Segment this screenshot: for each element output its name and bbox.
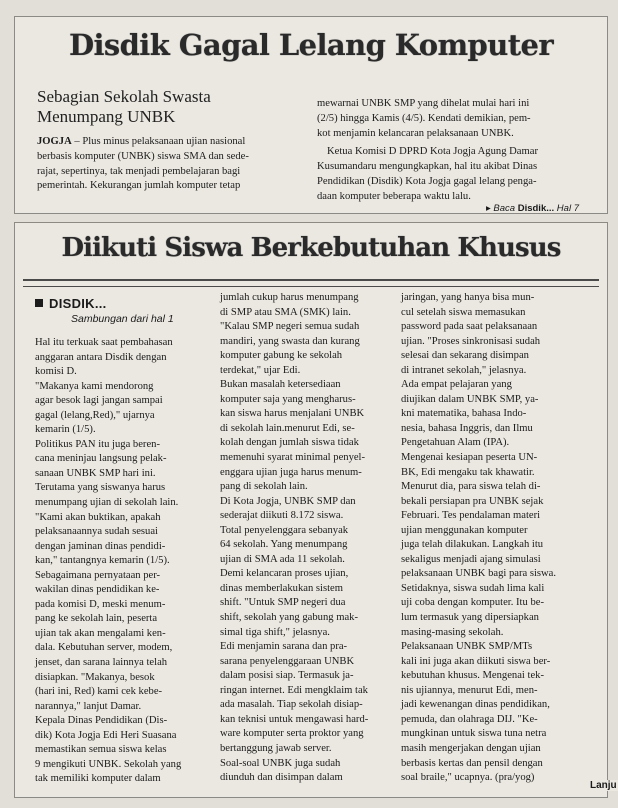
text-line: kolah dengan jumlah siswa tidak	[220, 437, 359, 449]
text-line: kni matematika, bahasa Indo-	[401, 408, 527, 420]
text-line: sederajat diikuti 8.172 siswa.	[220, 510, 344, 522]
text-line: nesia, bahasa Inggris, dan Ilmu	[401, 422, 533, 434]
main-article-clipping	[14, 222, 608, 798]
text-line: selesai dan sekarang disimpan	[401, 350, 529, 362]
text-line: Di Kota Jogja, UNBK SMP dan	[220, 495, 356, 507]
text-line: pelaksanaan UNBK bagi para siswa.	[401, 568, 557, 580]
text-line: (hari ini, Red) kami cek kebe-	[35, 686, 163, 698]
text-line: anggaran antara Disdik dengan	[35, 351, 167, 363]
text-line: Februari. Tes pendalaman materi	[401, 510, 541, 522]
text-line: narannya," lanjut Damar.	[35, 700, 142, 712]
continued-reference: ▸ Baca Disdik... Hal 7	[486, 203, 579, 214]
text-line: "Kami akan buktikan, apakah	[35, 511, 161, 523]
text-line: ada masalah. Tiap sekolah disiap-	[220, 699, 363, 711]
text-line: dalam posisi siap. Termasuk ja-	[220, 670, 354, 682]
text-line: komisi D.	[35, 366, 77, 378]
text-line: enggara ujian juga harus menum-	[220, 466, 362, 478]
text-line: jaringan, yang hanya bisa mun-	[401, 292, 535, 303]
text-line: mewarnai UNBK SMP yang dihelat mulai hari ini	[317, 98, 530, 109]
text-line: komputer gabung ke sekolah	[220, 350, 343, 362]
text-line: Pengetahuan Alam (IPA).	[401, 437, 510, 449]
text-line: ujian menggunakan komputer	[401, 524, 528, 536]
text-line: juga telah dilakukan. Langkah itu	[401, 539, 544, 551]
text-line: wakilan dinas pendidikan ke-	[35, 584, 160, 596]
text-line: jadi kewenangan dinas pendidikan,	[401, 699, 550, 711]
kicker: DISDIK...	[35, 296, 107, 311]
text-line: ujian. "Proses sinkronisasi sudah	[401, 335, 541, 347]
text-line: di intranet sekolah," jelasnya.	[401, 364, 527, 376]
text-line: dala. Kebutuhan server, modem,	[35, 642, 173, 654]
text-line: kan siswa harus menjalani UNBK	[220, 408, 365, 420]
text-line: Soal-soal UNBK juga sudah	[220, 757, 341, 769]
text-line: pada komisi D, meski menum-	[35, 598, 166, 610]
text-line: Total penyelenggara sebanyak	[220, 524, 349, 536]
text-line: Ketua Komisi D DPRD Kota Jogja Agung Damar	[327, 146, 538, 158]
text-line: Hal itu terkuak saat pembahasan	[35, 337, 173, 348]
text-line: diunduh dan disimpan dalam	[220, 772, 343, 784]
continuation-label: Lanju	[590, 780, 617, 791]
text-line: sanaan UNBK SMP hari ini.	[35, 467, 156, 479]
text-line: 64 sekolah. Yang menumpang	[220, 539, 348, 551]
text-line: ware komputer serta proktor yang	[220, 728, 364, 740]
text-line: Terutama yang siswanya harus	[35, 482, 166, 494]
text-line: memastikan semua siswa kelas	[35, 744, 167, 756]
text-line: soal braile," ucapnya. (pra/yog)	[401, 772, 535, 784]
text-line: pelaksanaannya sudah sesuai	[35, 526, 158, 538]
text-line: sarana penyelenggaraan UNBK	[220, 655, 355, 667]
text-line: shift. "Untuk SMP negeri dua	[220, 597, 346, 609]
top-left-column	[37, 135, 249, 194]
text-line: cul setelah siswa memasukan	[401, 306, 526, 318]
text-line: kan," tantangnya kemarin (1/5).	[35, 555, 170, 567]
text-line: masih mengerjakan dengan ujian	[401, 742, 541, 754]
text-line: pemerintah. Kekurangan jumlah komputer tetap	[37, 180, 241, 192]
text-line: komputer saja yang mengharus-	[220, 393, 356, 405]
text-line: Politikus PAN itu juga beren-	[35, 438, 160, 450]
text-line: di SMP atau SMA (SMK) lain.	[220, 306, 351, 318]
text-line: ujian tak akan mengalami ken-	[35, 627, 166, 639]
text-line: Mengenai kesiapan peserta UN-	[401, 452, 538, 464]
text-line: bertanggung jawab server.	[220, 742, 332, 754]
text-line: pang di sekolah lain.	[220, 481, 308, 493]
text-line: (2/5) hingga Kamis (4/5). Kendati demikian, pem-	[317, 112, 531, 124]
text-line: kebutuhan khusus. Mengenai tek-	[401, 670, 544, 682]
text-line: agar besok lagi jangan sampai	[35, 395, 163, 407]
text-line: password pada saat pelaksanaan	[401, 321, 538, 333]
text-line: shift, sekolah yang gabung mak-	[220, 612, 358, 624]
text-line: berbasis komputer (UNBK) siswa SMA dan sede-	[37, 150, 249, 162]
text-line: "Makanya kami mendorong	[35, 380, 154, 392]
text-line: simal tiga shift," jelasnya.	[220, 626, 330, 638]
text-line: daan komputer beberapa waktu lalu.	[317, 190, 471, 202]
text-line: kemarin (1/5).	[35, 424, 96, 436]
text-line: Demi kelancaran proses ujian,	[220, 568, 349, 580]
text-line: lum termasuk yang dipersiapkan	[401, 612, 539, 624]
text-line: jumlah cukup harus menumpang	[220, 292, 359, 303]
text-line: kali ini juga akan diikuti siswa ber-	[401, 655, 551, 667]
text-line: 9 mengikuti UNBK. Sekolah yang	[35, 758, 182, 770]
text-line: BK, Edi mengaku tak khawatir.	[401, 466, 535, 478]
text-line: gagal (lelang,Red)," ujarnya	[35, 409, 155, 421]
text-line: "Kalau SMP negeri semua sudah	[220, 321, 360, 333]
column-1	[35, 336, 181, 787]
top-article-clipping	[14, 16, 608, 214]
text-line: jenset, dan sarana lainnya telah	[35, 657, 168, 669]
divider	[23, 286, 599, 287]
text-line: Kusumandaru mengungkapkan, hal itu akibat Dinas	[317, 161, 538, 173]
text-line: ujian di SMA ada 11 sekolah.	[220, 553, 345, 565]
text-line: Pendidikan (Disdik) Kota Jogja gagal lelang penga-	[317, 175, 537, 187]
text-line: mungkinan untuk siswa tuna netra	[401, 728, 547, 740]
text-line: Pelaksanaan UNBK SMP/MTs	[401, 641, 533, 653]
text-line: terdekat," ujar Edi.	[220, 364, 301, 376]
text-line: pang ke sekolah lain, peserta	[35, 613, 158, 625]
top-right-column	[317, 97, 538, 205]
text-line: diujikan dalam UNBK SMP, ya-	[401, 393, 539, 405]
text-line: Edi menjamin sarana dan pra-	[220, 641, 348, 653]
top-subhead-line2: Menumpang UNBK	[37, 107, 176, 126]
text-line: Kepala Dinas Pendidikan (Dis-	[35, 715, 168, 727]
main-headline: Diikuti Siswa Berkebutuhan Khusus	[61, 233, 561, 263]
text-line: Menurut dia, para siswa telah di-	[401, 481, 541, 493]
text-line: kot menjamin kelancaran pelaksanaan UNBK.	[317, 127, 514, 139]
column-3	[401, 291, 556, 786]
text-line: dengan jaminan dinas pendidi-	[35, 540, 166, 552]
top-subhead-line1: Sebagian Sekolah Swasta	[37, 87, 211, 106]
text-line: rajat, sepertinya, tak menjadi pembelajaran bagi	[37, 165, 241, 177]
text-line: sekaligus menjadi ajang simulasi	[401, 553, 541, 565]
text-line: Setidaknya, siswa sudah lima kali	[401, 582, 545, 594]
top-lead-line: JOGJA – Plus minus pelaksanaan ujian nasional	[37, 136, 246, 147]
column-2	[220, 291, 368, 786]
arrow-icon: ▸	[486, 203, 491, 214]
text-line: kan teknisi untuk mengawasi hard-	[220, 713, 369, 725]
text-line: dinas memberlakukan sistem	[220, 582, 343, 594]
text-line: memenuhi syarat minimal penyel-	[220, 452, 366, 464]
text-line: dik) Kota Jogja Edi Heri Suasana	[35, 729, 177, 741]
text-line: pemuda, dan olahraga DIJ. "Ke-	[401, 713, 538, 725]
square-bullet-icon	[35, 299, 43, 307]
dateline: JOGJA	[37, 136, 72, 147]
text-line: Ada empat pelajaran yang	[401, 379, 512, 391]
text-line: Bukan masalah ketersediaan	[220, 379, 341, 391]
text-line: bekali persiapan pra UNBK sejak	[401, 495, 544, 507]
text-line: ringan internet. Edi mengklaim tak	[220, 684, 368, 696]
text-line: di sekolah lain.menurut Edi, se-	[220, 422, 355, 434]
text-line: cana meninjau langsung pelak-	[35, 453, 167, 465]
text-line: tak memiliki komputer dalam	[35, 773, 161, 785]
text-line: nis ujiannya, menurut Edi, men-	[401, 684, 538, 696]
text-line: mandiri, yang swasta dan kurang	[220, 335, 360, 347]
top-headline: Disdik Gagal Lelang Komputer	[68, 28, 554, 62]
continued-from: Sambungan dari hal 1	[71, 313, 174, 325]
text-line: berbasis kertas dan pensil dengan	[401, 757, 543, 769]
text-line: disiapkan. "Makanya, besok	[35, 671, 155, 683]
text-line: masing-masing sekolah.	[401, 626, 504, 638]
text-line: Sebagaimana pernyataan per-	[35, 569, 161, 581]
divider	[23, 279, 599, 281]
text-line: uji coba dengan komputer. Itu be-	[401, 597, 544, 609]
text-line: menumpang ujian di sekolah lain.	[35, 497, 179, 509]
